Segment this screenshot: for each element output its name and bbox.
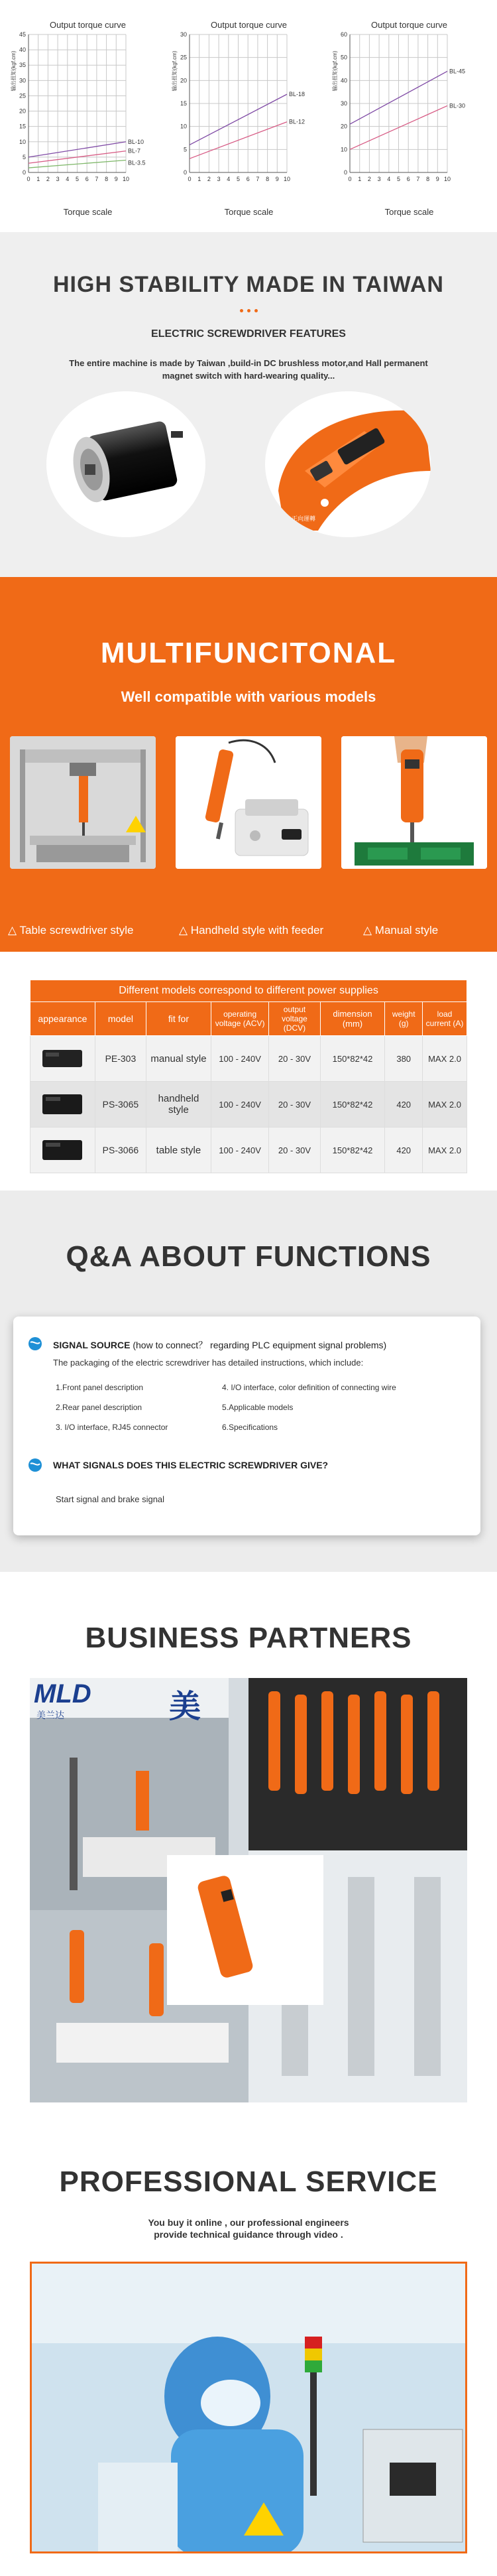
chart-title: Output torque curve	[211, 20, 287, 30]
torque-chart-2	[171, 20, 327, 219]
y-tick-label: 0	[22, 169, 26, 176]
chart-title: Output torque curve	[371, 20, 447, 30]
y-tick-label: 10	[180, 123, 187, 130]
table-robot-illustration	[10, 736, 156, 869]
feeder-illustration	[176, 736, 321, 869]
series-label: BL-7	[128, 147, 141, 155]
header-dimension: dimension (mm)	[320, 1002, 385, 1036]
y-tick-label: 45	[19, 31, 26, 38]
manual-illustration	[341, 736, 487, 869]
header-model: model	[95, 1002, 146, 1036]
header-weight: weight (g)	[385, 1002, 423, 1036]
y-tick-label: 20	[340, 123, 347, 130]
y-tick-label: 50	[340, 54, 347, 61]
torque-chart-1	[10, 20, 166, 219]
section-subtitle: Well compatible with various models	[121, 688, 376, 705]
q1-intro: The packaging of the electric screwdriver has detailed instructions, which include:	[53, 1358, 364, 1368]
power-supply-image	[30, 1036, 95, 1082]
qa-card	[13, 1317, 480, 1535]
torque-charts-section	[0, 0, 497, 232]
header-output-voltage: output voltage (DCV)	[269, 1002, 320, 1036]
cell-dimension: 150*82*42	[320, 1036, 385, 1082]
series-label: BL-10	[128, 138, 144, 145]
chart-title: Output torque curve	[50, 20, 126, 30]
q1-list-right	[222, 1378, 396, 1437]
x-tick-label: 0	[27, 176, 30, 182]
cell-operating-voltage: 100 - 240V	[211, 1036, 269, 1082]
x-tick-label: 3	[217, 176, 221, 182]
table-row	[30, 1082, 467, 1127]
y-tick-label: 20	[19, 107, 26, 115]
y-tick-label: 10	[340, 146, 347, 153]
x-tick-label: 4	[227, 176, 231, 182]
cell-weight: 420	[385, 1082, 423, 1127]
list-item: 3. I/O interface, RJ45 connector	[56, 1423, 168, 1432]
x-tick-label: 4	[387, 176, 391, 182]
y-tick-label: 25	[180, 54, 187, 61]
header-fit-for: fit for	[146, 1002, 211, 1036]
x-tick-label: 9	[114, 176, 118, 182]
cell-output-voltage: 20 - 30V	[269, 1036, 320, 1082]
x-tick-label: 6	[246, 176, 250, 182]
q1-list-left	[56, 1378, 168, 1437]
business-partners-section	[0, 1572, 497, 2129]
x-tick-label: 7	[256, 176, 260, 182]
section-subtitle: ELECTRIC SCREWDRIVER FEATURES	[151, 328, 346, 340]
switch-label-reverse: 反向運轉	[338, 519, 362, 525]
y-tick-label: 25	[19, 92, 26, 99]
section-title: HIGH STABILITY MADE IN TAIWAN	[53, 272, 444, 297]
series-label: BL-18	[289, 91, 305, 98]
motor-illustration	[46, 391, 205, 537]
x-tick-label: 7	[416, 176, 420, 182]
q2-answer: Start signal and brake signal	[56, 1494, 165, 1504]
section-title: BUSINESS PARTNERS	[85, 1622, 412, 1654]
cell-load-current: MAX 2.0	[423, 1082, 467, 1127]
y-tick-label: 30	[180, 31, 187, 38]
x-tick-label: 9	[435, 176, 439, 182]
series-label: BL-45	[449, 68, 466, 75]
chart-xlabel: Torque scale	[63, 207, 113, 217]
series-label: BL-30	[449, 102, 466, 109]
series-label: BL-12	[289, 118, 305, 125]
globe-icon	[28, 1336, 42, 1351]
cell-operating-voltage: 100 - 240V	[211, 1082, 269, 1127]
y-tick-label: 15	[19, 123, 26, 130]
screwdriver-switch-illustration	[265, 391, 431, 537]
list-item: 2.Rear panel description	[56, 1403, 142, 1412]
manual-style-photo	[341, 736, 487, 869]
x-tick-label: 1	[197, 176, 201, 182]
partners-collage	[30, 1678, 467, 2102]
y-axis-label: 输出扭矩(kgf.cm)	[172, 50, 178, 92]
x-tick-label: 5	[236, 176, 241, 182]
power-supply-icon	[39, 1136, 85, 1163]
x-tick-label: 5	[396, 176, 401, 182]
torque-chart-3	[331, 20, 487, 219]
list-item: 4. I/O interface, color definition of connecting wire	[222, 1383, 396, 1392]
table-row	[30, 1127, 467, 1173]
x-tick-label: 7	[95, 176, 99, 182]
cell-weight: 380	[385, 1036, 423, 1082]
cell-model: PS-3066	[95, 1127, 146, 1173]
x-tick-label: 3	[56, 176, 60, 182]
stability-section	[0, 232, 497, 577]
section-description: The entire machine is made by Taiwan ,build-in DC brushless motor,and Hall permanent magnet switch with hard-wearing quality...	[69, 358, 428, 381]
factory-collage-illustration	[30, 1678, 467, 2102]
partner-sign-logo: MLD	[34, 1679, 91, 1708]
cell-dimension: 150*82*42	[320, 1082, 385, 1127]
x-tick-label: 0	[348, 176, 352, 182]
x-tick-label: 10	[443, 176, 451, 182]
switch-image	[265, 391, 431, 537]
x-tick-label: 8	[266, 176, 270, 182]
service-photo	[30, 2262, 467, 2553]
caption-manual-style: △ Manual style	[363, 924, 439, 936]
cell-model: PE-303	[95, 1036, 146, 1082]
cell-load-current: MAX 2.0	[423, 1036, 467, 1082]
q1-heading	[53, 1338, 386, 1352]
x-tick-label: 4	[66, 176, 70, 182]
cell-fit-for: manual style	[146, 1036, 211, 1082]
cell-dimension: 150*82*42	[320, 1127, 385, 1173]
y-tick-label: 30	[19, 77, 26, 84]
title-dots	[0, 304, 497, 316]
y-tick-label: 40	[19, 46, 26, 54]
x-tick-label: 8	[105, 176, 109, 182]
cell-load-current: MAX 2.0	[423, 1127, 467, 1173]
motor-image	[46, 391, 205, 537]
header-appearance: appearance	[30, 1002, 95, 1036]
caption-table-style: △ Table screwdriver style	[8, 924, 134, 936]
multifunctional-section	[0, 577, 497, 952]
chart-xlabel: Torque scale	[384, 207, 434, 217]
x-tick-label: 2	[367, 176, 371, 182]
chart-svg	[171, 20, 327, 206]
x-tick-label: 3	[377, 176, 381, 182]
x-tick-label: 6	[406, 176, 410, 182]
handheld-feeder-photo	[176, 736, 321, 869]
x-tick-label: 10	[283, 176, 291, 182]
x-tick-label: 6	[85, 176, 89, 182]
q1-title: SIGNAL SOURCE	[53, 1340, 131, 1350]
section-title: MULTIFUNCITONAL	[100, 637, 397, 669]
qa-section	[0, 1191, 497, 1572]
x-tick-label: 2	[207, 176, 211, 182]
globe-icon	[28, 1458, 42, 1472]
section-title: Q&A ABOUT FUNCTIONS	[66, 1240, 431, 1273]
list-item: 5.Applicable models	[222, 1403, 294, 1412]
cell-model: PS-3065	[95, 1082, 146, 1127]
y-tick-label: 30	[340, 100, 347, 107]
cell-output-voltage: 20 - 30V	[269, 1127, 320, 1173]
table-row	[30, 1036, 467, 1082]
list-item: 1.Front panel description	[56, 1383, 144, 1392]
switch-label-forward: 正向運轉	[292, 515, 316, 522]
partner-sign-char: 美	[169, 1689, 201, 1724]
cell-operating-voltage: 100 - 240V	[211, 1127, 269, 1173]
y-tick-label: 0	[183, 169, 187, 176]
table-banner: Different models correspond to different power supplies	[30, 980, 467, 1002]
professional-service-section	[0, 2129, 497, 2576]
power-supply-icon	[39, 1090, 85, 1117]
x-tick-label: 9	[275, 176, 279, 182]
power-supply-image	[30, 1082, 95, 1127]
x-tick-label: 8	[426, 176, 430, 182]
x-tick-label: 2	[46, 176, 50, 182]
y-tick-label: 40	[340, 77, 347, 84]
series-label: BL-3.5	[128, 159, 146, 166]
power-supply-image	[30, 1127, 95, 1173]
power-supply-table-section	[0, 952, 497, 1191]
cell-fit-for: handheld style	[146, 1082, 211, 1127]
y-axis-label: 输出扭矩(kgf.cm)	[11, 50, 17, 92]
x-tick-label: 10	[122, 176, 130, 182]
y-tick-label: 15	[180, 100, 187, 107]
caption-handheld-style: △ Handheld style with feeder	[179, 924, 324, 936]
header-operating-voltage: operating voltage (ACV)	[211, 1002, 269, 1036]
y-tick-label: 60	[340, 31, 347, 38]
x-tick-label: 5	[75, 176, 80, 182]
y-tick-label: 5	[183, 146, 187, 153]
y-tick-label: 5	[22, 153, 26, 161]
chart-xlabel: Torque scale	[224, 207, 274, 217]
power-supply-icon	[39, 1045, 85, 1071]
section-description: You buy it online , our professional engineers provide technical guidance through video .	[148, 2217, 349, 2240]
cell-fit-for: table style	[146, 1127, 211, 1173]
y-tick-label: 35	[19, 62, 26, 69]
x-tick-label: 1	[36, 176, 40, 182]
q1-note: (how to connect？ regarding PLC equipment signal problems)	[133, 1340, 387, 1350]
header-load-current: load current (A)	[423, 1002, 467, 1036]
y-tick-label: 0	[343, 169, 347, 176]
y-axis-label: 输出扭矩(kgf.cm)	[332, 50, 338, 92]
q2-title: WHAT SIGNALS DOES THIS ELECTRIC SCREWDRIVER GIVE?	[53, 1460, 329, 1470]
y-tick-label: 20	[180, 77, 187, 84]
power-supply-table	[30, 980, 467, 1173]
x-tick-label: 1	[358, 176, 362, 182]
x-tick-label: 0	[188, 176, 192, 182]
partner-sign-subtext: 美兰达	[36, 1710, 64, 1720]
chart-svg	[331, 20, 487, 206]
y-tick-label: 10	[19, 138, 26, 145]
list-item: 6.Specifications	[222, 1423, 278, 1432]
table-style-photo	[10, 736, 156, 869]
engineer-illustration	[32, 2264, 467, 2553]
chart-svg	[10, 20, 166, 206]
cell-weight: 420	[385, 1127, 423, 1173]
section-title: PROFESSIONAL SERVICE	[59, 2165, 438, 2198]
cell-output-voltage: 20 - 30V	[269, 1082, 320, 1127]
